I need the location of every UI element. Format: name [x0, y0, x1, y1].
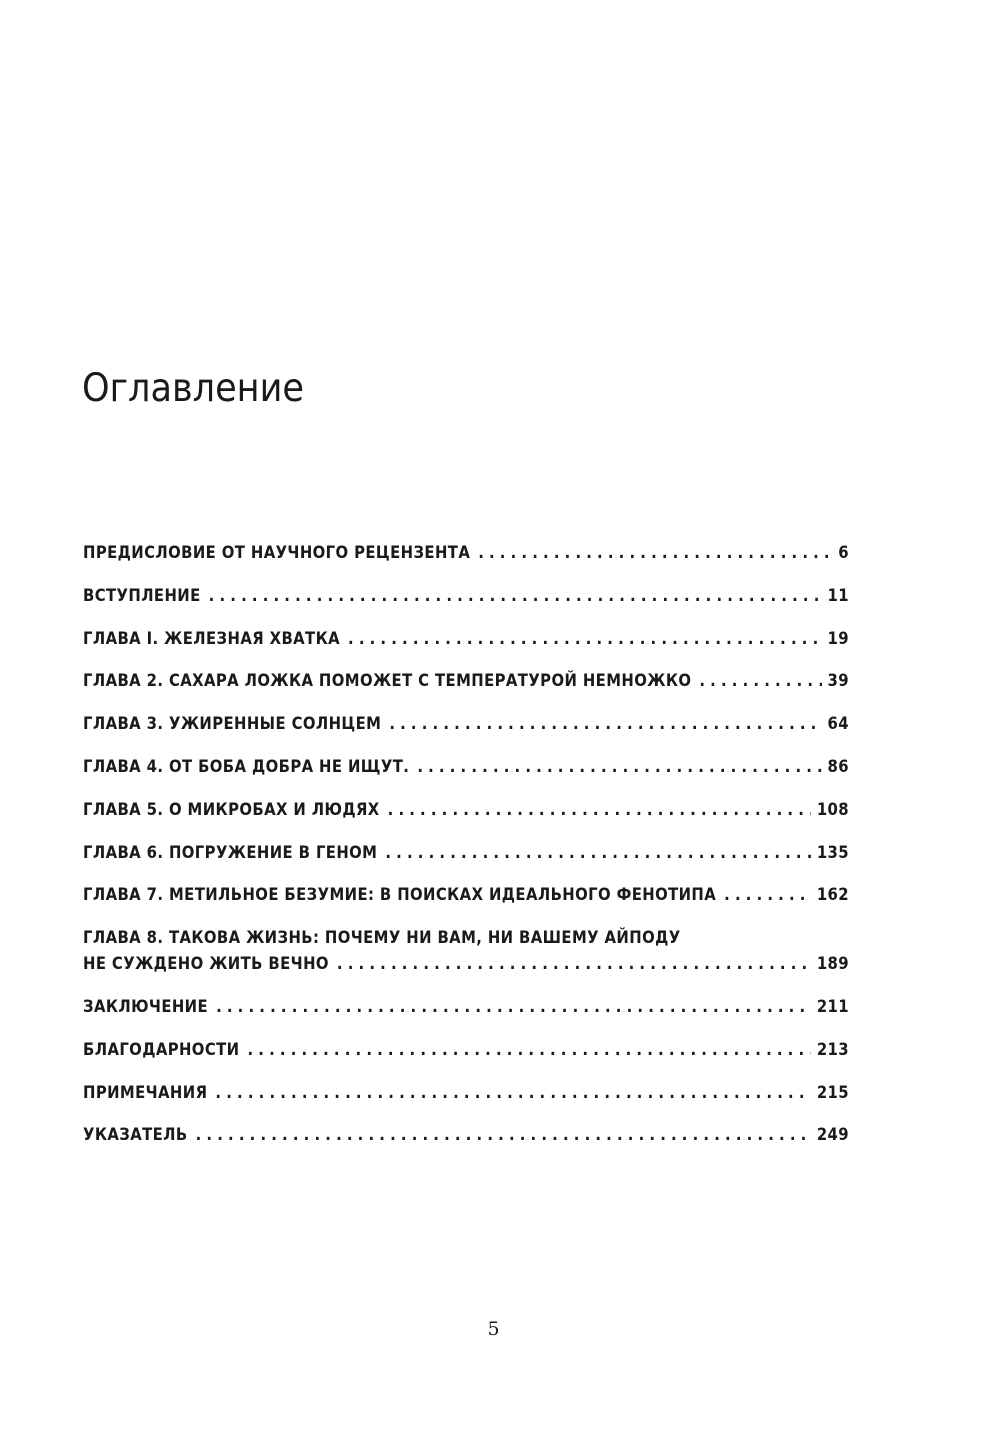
toc-entry-chapter-6[interactable]	[83, 840, 849, 866]
toc-entry-label: УКАЗАТЕЛЬ	[83, 1125, 188, 1145]
dot-leader	[388, 797, 811, 823]
toc-entry-page: 11	[827, 585, 849, 605]
dot-leader	[215, 1080, 810, 1106]
dot-leader	[216, 994, 811, 1020]
toc-entry-chapter-2[interactable]	[83, 668, 849, 694]
toc-entry-line-2	[83, 951, 849, 977]
toc-entry-chapter-1[interactable]	[83, 626, 849, 652]
toc-entry-label: ПРЕДИСЛОВИЕ ОТ НАУЧНОГО РЕЦЕНЗЕНТА	[83, 543, 471, 562]
toc-entry-page: 86	[827, 756, 849, 776]
toc-entry-page: 108	[816, 799, 849, 819]
dot-leader	[699, 668, 821, 694]
toc-entry-label: ГЛАВА 4. ОТ БОБА ДОБРА НЕ ИЩУТ.	[83, 756, 410, 776]
toc-entry-label: ВСТУПЛЕНИЕ	[83, 585, 201, 605]
toc-entry-chapter-3[interactable]	[83, 711, 849, 737]
toc-entry-page: 6	[838, 543, 849, 562]
dot-leader	[389, 711, 821, 737]
dot-leader	[385, 840, 810, 866]
toc-entry-chapter-8[interactable]	[83, 925, 849, 977]
toc-entry-label: ПРИМЕЧАНИЯ	[83, 1082, 208, 1102]
toc-entry-index[interactable]	[83, 1122, 849, 1148]
toc-entry-preface[interactable]	[83, 540, 849, 566]
toc-entry-chapter-5[interactable]	[83, 797, 849, 823]
dot-leader	[417, 754, 821, 780]
dot-leader	[209, 583, 822, 609]
toc-entry-page: 249	[816, 1125, 849, 1145]
toc-entry-page: 39	[827, 671, 849, 691]
page-title: Оглавление	[82, 366, 305, 411]
toc-entry-page: 215	[816, 1082, 849, 1102]
toc-entry-introduction[interactable]	[83, 583, 849, 609]
dot-leader	[724, 882, 811, 908]
toc-entry-label: ГЛАВА 6. ПОГРУЖЕНИЕ В ГЕНОМ	[83, 842, 378, 862]
toc-entry-label: ГЛАВА 8. ТАКОВА ЖИЗНЬ: ПОЧЕМУ НИ ВАМ, НИ ВАШЕМУ АЙПОДУ	[83, 928, 681, 948]
dot-leader	[337, 951, 811, 977]
toc-entry-page: 135	[816, 842, 849, 862]
dot-leader	[348, 626, 822, 652]
toc-entry-page: 19	[827, 628, 849, 648]
toc-entry-label: НЕ СУЖДЕНО ЖИТЬ ВЕЧНО	[83, 954, 329, 974]
toc-entry-chapter-4[interactable]	[83, 754, 849, 780]
page-number: 5	[487, 1318, 500, 1340]
toc-entry-acknowledgements[interactable]	[83, 1037, 849, 1063]
toc-entry-notes[interactable]	[83, 1080, 849, 1106]
toc-entry-label: ГЛАВА 2. САХАРА ЛОЖКА ПОМОЖЕТ С ТЕМПЕРАТУРОЙ НЕМНОЖКО	[83, 671, 692, 691]
toc-entry-label: БЛАГОДАРНОСТИ	[83, 1039, 240, 1059]
table-of-contents	[83, 540, 849, 1165]
toc-entry-page: 213	[816, 1039, 849, 1059]
toc-entry-line-1	[83, 925, 849, 951]
toc-entry-label: ГЛАВА 7. МЕТИЛЬНОЕ БЕЗУМИЕ: В ПОИСКАХ ИДЕАЛЬНОГО ФЕНОТИПА	[83, 885, 717, 905]
dot-leader	[196, 1122, 811, 1148]
toc-entry-conclusion[interactable]	[83, 994, 849, 1020]
toc-entry-page: 211	[816, 996, 849, 1016]
dot-leader	[478, 540, 832, 566]
toc-entry-page: 189	[816, 954, 849, 974]
toc-entry-chapter-7[interactable]	[83, 882, 849, 908]
toc-entry-page: 64	[827, 714, 849, 734]
dot-leader	[247, 1037, 810, 1063]
toc-entry-label: ГЛАВА I. ЖЕЛЕЗНАЯ ХВАТКА	[83, 628, 341, 648]
toc-entry-label: ЗАКЛЮЧЕНИЕ	[83, 996, 209, 1016]
toc-entry-page: 162	[816, 885, 849, 905]
toc-entry-label: ГЛАВА 5. О МИКРОБАХ И ЛЮДЯХ	[83, 799, 380, 819]
toc-entry-label: ГЛАВА 3. УЖИРЕННЫЕ СОЛНЦЕМ	[83, 714, 382, 734]
